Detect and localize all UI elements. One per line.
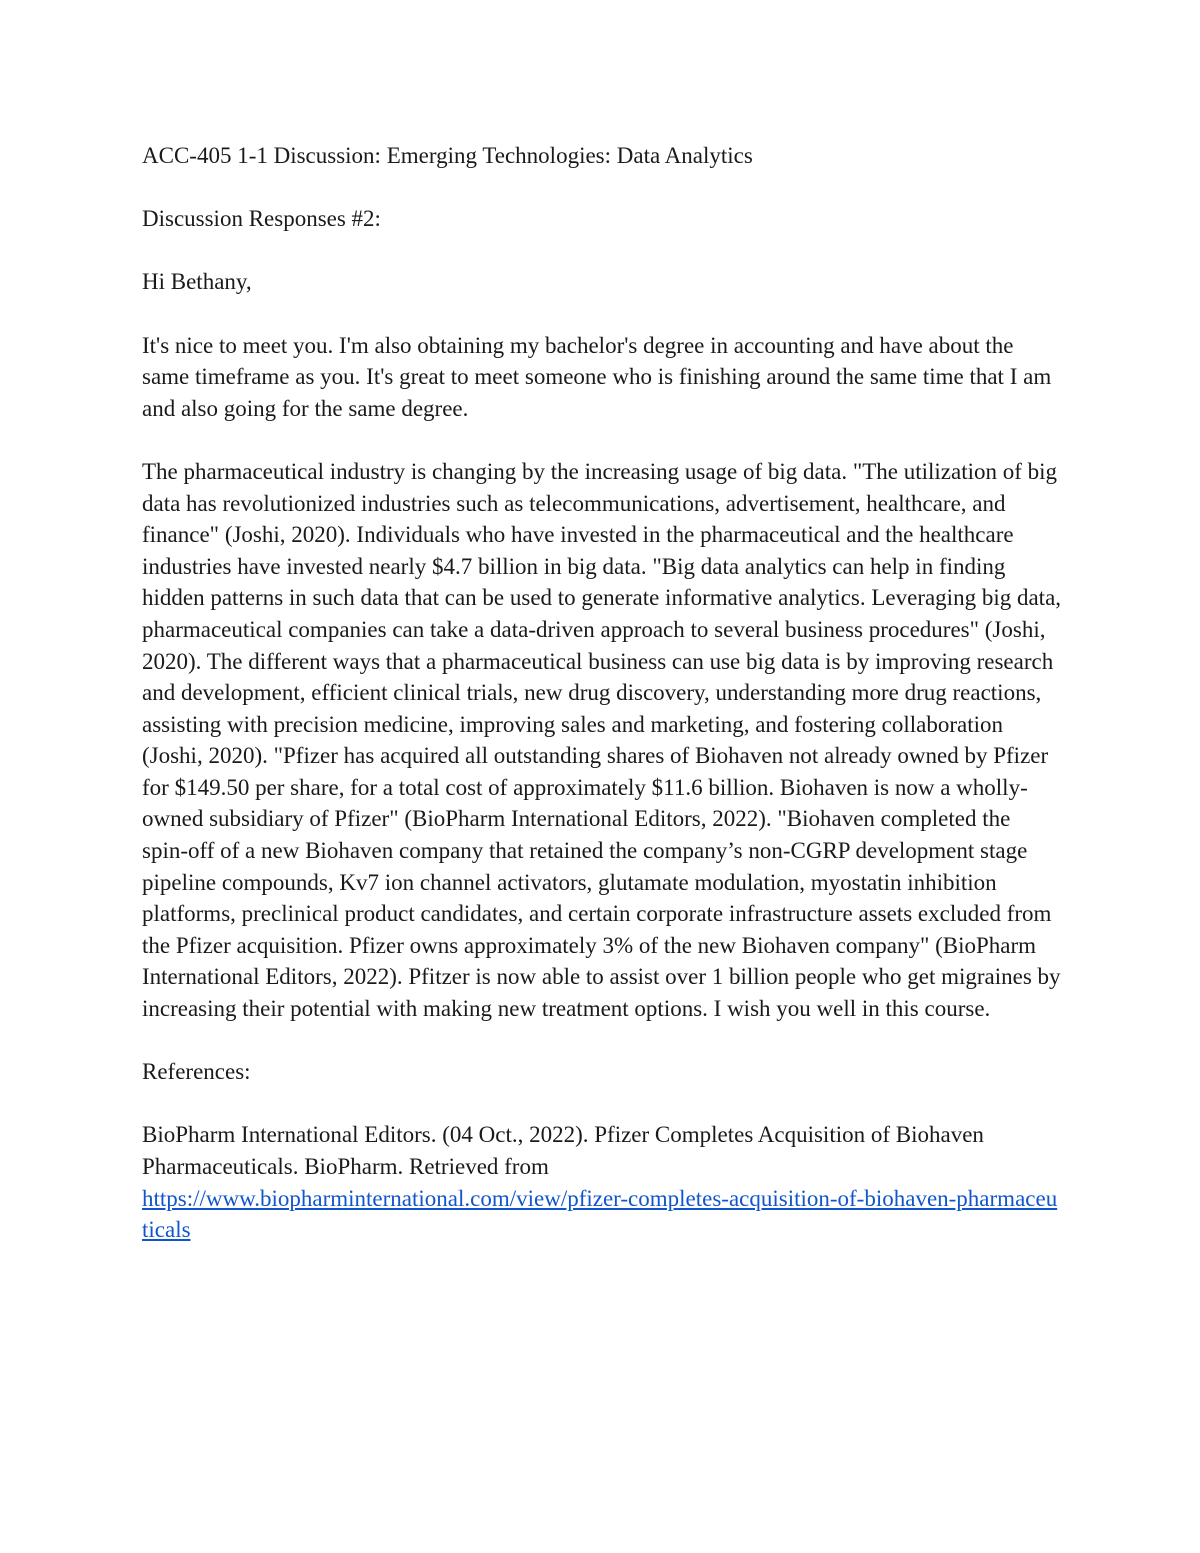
intro-paragraph: It's nice to meet you. I'm also obtaining my bachelor's degree in accounting and have about the same timeframe as you. It's great to meet someone who is finishing around the same time that I am and also going for the same degree. (142, 332, 1052, 421)
body-paragraph: The pharmaceutical industry is changing by the increasing usage of big data. "The utilization of big data has revolutionized industries such as telecommunications, advertisement, healthcare, and finance" (Joshi, 2020). Individuals who have invested in the pharmaceutical and the healthcare industries have invested nearly $4.7 billion in big data. "Big data analytics can help in finding hidden patterns in such data that can be used to generate informative analytics. Leveraging big data, pharmaceutical companies can take a data-driven approach to several business procedures" (Joshi, 2020). The different ways that a pharmaceutical business can use big data is by improving research and development, efficient clinical trials, new drug discovery, understanding more drug reactions, assisting with precision medicine, improving sales and marketing, and fostering collaboration (Joshi, 2020). "Pfizer has acquired all outstanding shares of Biohaven not already owned by Pfizer for $149.50 per share, for a total cost of approximately $11.6 billion. Biohaven is now a wholly-owned subsidiary of Pfizer" (BioPharm International Editors, 2022). "Biohaven completed the spin-off of a new Biohaven company that retained the company’s non-CGRP development stage pipeline compounds, Kv7 ion channel activators, glutamate modulation, myostatin inhibition platforms, preclinical product candidates, and certain corporate infrastructure assets excluded from the Pfizer acquisition. Pfizer owns approximately 3% of the new Biohaven company" (BioPharm International Editors, 2022). Pfitzer is now able to assist over 1 billion people who get migraines by increasing their potential with making new treatment options. I wish you well in this course. (142, 458, 1062, 1022)
reference-link[interactable]: https://www.biopharminternational.com/view/pfizer-completes-acquisition-of-biohaven-pharmaceuticals (142, 1185, 1058, 1243)
document-page (142, 140, 1062, 1277)
greeting: Hi Bethany, (142, 269, 252, 295)
references-heading: References: (142, 1059, 251, 1085)
document-title: ACC-405 1-1 Discussion: Emerging Technologies: Data Analytics (142, 143, 753, 168)
reference-text: BioPharm International Editors. (04 Oct., 2022). Pfizer Completes Acquisition of Biohaven Pharmaceuticals. BioPharm. Retrieved from (142, 1122, 984, 1179)
discussion-subtitle: Discussion Responses #2: (142, 206, 381, 232)
reference-entry (142, 1119, 1062, 1245)
